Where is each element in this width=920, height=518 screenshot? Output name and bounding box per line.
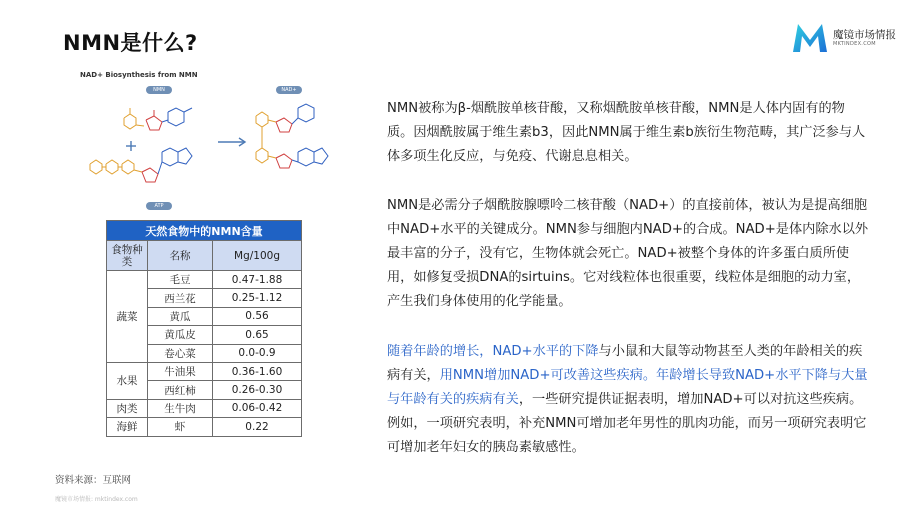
logo-mark-icon [790,20,830,54]
food-value-cell: 0.47-1.88 [213,271,302,289]
text-related-diseases: 与小鼠和大鼠等动物甚至人类的年龄相关的疾病有关， [387,344,863,383]
food-value-cell: 0.0-0.9 [213,344,302,362]
nad-label: NAD+ [276,86,302,94]
food-value-cell: 0.65 [213,326,302,344]
food-value-cell: 0.22 [213,418,302,436]
table-row [107,399,302,417]
highlight-nad-decline: 随着年龄的增长，NAD+水平的下降 [387,344,599,359]
table-row [107,362,302,380]
food-name-cell: 生牛肉 [148,399,213,417]
food-value-cell: 0.36-1.60 [213,362,302,380]
category-cell: 水果 [107,362,148,399]
category-cell: 蔬菜 [107,271,148,363]
food-name-cell: 卷心菜 [148,344,213,362]
header-value: Mg/100g [213,241,302,271]
nad-biosynthesis-diagram [70,68,350,216]
table-caption: 天然食物中的NMN含量 [107,221,302,241]
source-note: 资料来源：互联网 [55,475,132,486]
header-name: 名称 [148,241,213,271]
atp-label: ATP [146,202,172,210]
food-value-cell: 0.25-1.12 [213,289,302,307]
food-value-cell: 0.56 [213,307,302,325]
table-row [107,418,302,436]
paragraph-definition: NMN被称为β-烟酰胺单核苷酸，又称烟酰胺单核苷酸，NMN是人体内固有的物质。因烟酰胺属于维生素b3，因此NMN属于维生素b族衍生物范畴，其广泛参与人体多项生化反应，与免疫、代谢息息相关。 [387,101,866,164]
molecule-structures-icon [70,68,350,216]
text-research-evidence: ，一些研究提供证据表明，增加NAD+可以对抗这些疾病。例如，一项研究表明，补充NMN可增加老年男性的肌肉功能，而另一项研究表明它可增加老年妇女的胰岛素敏感性。 [387,392,867,455]
highlight-aging-diseases: 年龄增长导致NAD+水平下降与大量与年龄有关的疾病有关 [387,368,868,407]
food-name-cell: 黄瓜 [148,307,213,325]
paragraph-nad-precursor: NMN是必需分子烟酰胺腺嘌呤二核苷酸（NAD+）的直接前体，被认为是提高细胞中NAD+水平的关键成分。NMN参与细胞内NAD+的合成。NAD+是体内除水以外最丰富的分子，没有它，生物体就会死亡。NAD+被整个身体的许多蛋白质所使用，如修复受损DNA的sirtuins。它对线粒体也很重要，线粒体是细胞的动力室，产生我们身体使用的化学能量。 [387,198,869,309]
food-value-cell: 0.06-0.42 [213,399,302,417]
nmn-label: NMN [146,86,172,94]
food-name-cell: 黄瓜皮 [148,326,213,344]
highlight-nmn-improves: 用NMN增加NAD+可改善这些疾病。 [439,368,657,383]
food-name-cell: 虾 [148,418,213,436]
nmn-content-table [106,220,302,437]
page-title: NMN是什么? [63,31,198,55]
brand-url: MKTINDEX.COM [833,41,876,47]
brand-name: 魔镜市场情报 [833,29,896,41]
brand-logo [790,20,905,54]
food-name-cell: 西兰花 [148,289,213,307]
table-row [107,271,302,289]
paragraph-aging [387,340,871,460]
category-cell: 肉类 [107,399,148,417]
food-value-cell: 0.26-0.30 [213,381,302,399]
food-name-cell: 牛油果 [148,362,213,380]
diagram-title: NAD+ Biosynthesis from NMN [80,71,198,79]
footer-note: 魔镜市场情报: mktindex.com [55,496,138,503]
food-name-cell: 西红柿 [148,381,213,399]
food-name-cell: 毛豆 [148,271,213,289]
header-category: 食物种类 [107,241,148,271]
category-cell: 海鲜 [107,418,148,436]
